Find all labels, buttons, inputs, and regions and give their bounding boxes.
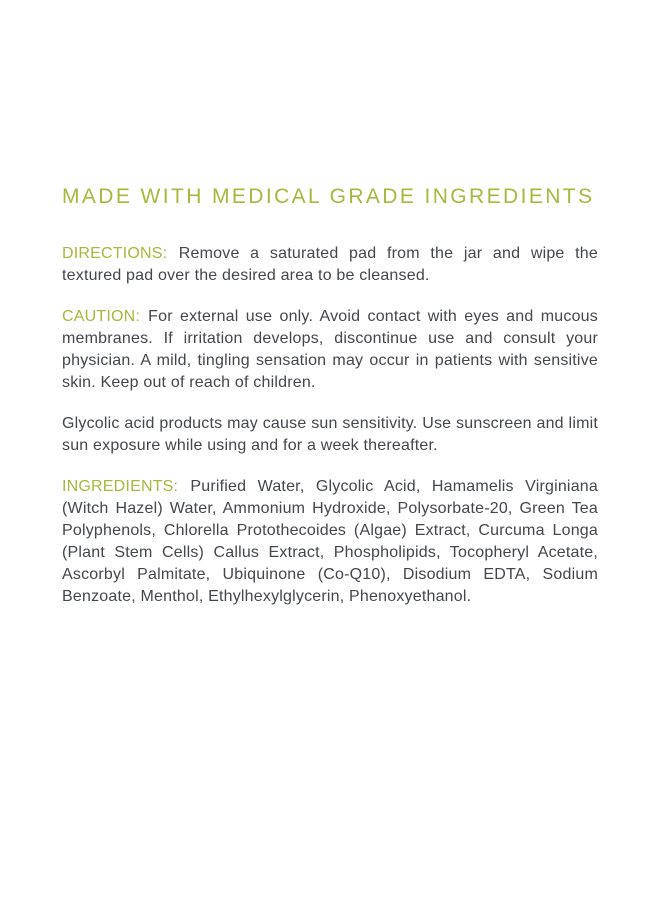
ingredients-section (62, 476, 598, 608)
sun-sensitivity-section (62, 413, 598, 457)
directions-section (62, 243, 598, 287)
directions-label: DIRECTIONS: (62, 245, 168, 262)
ingredients-label: INGREDIENTS: (62, 478, 179, 495)
page-title: MADE WITH MEDICAL GRADE INGREDIENTS (62, 185, 595, 208)
sun-sensitivity-text: Glycolic acid products may cause sun sensitivity. Use sunscreen and limit sun exposure while using and for a week thereafter. (62, 415, 598, 454)
ingredients-text: Purified Water, Glycolic Acid, Hamamelis Virginiana (Witch Hazel) Water, Ammonium Hydroxide, Polysorbate-20, Green Tea Polyphenols, Chlorella Protothecoides (Algae) Extract, Curcuma Longa (Plant Stem Cells) Callus Extract, Phospholipids, Tocopheryl Acetate, Ascorbyl Palmitate, Ubiquinone (Co-Q10), Disodium EDTA, Sodium Benzoate, Menthol, Ethylhexylglycerin, Phenoxyethanol. (62, 478, 598, 605)
caution-section (62, 306, 598, 394)
caution-label: CAUTION: (62, 308, 141, 325)
caution-text: For external use only. Avoid contact with eyes and mucous membranes. If irritation develops, discontinue use and consult your physician. A mild, tingling sensation may occur in patients with sensitive skin. Keep out of reach of children. (62, 308, 598, 391)
directions-text: Remove a saturated pad from the jar and wipe the textured pad over the desired area to be cleansed. (62, 245, 598, 284)
